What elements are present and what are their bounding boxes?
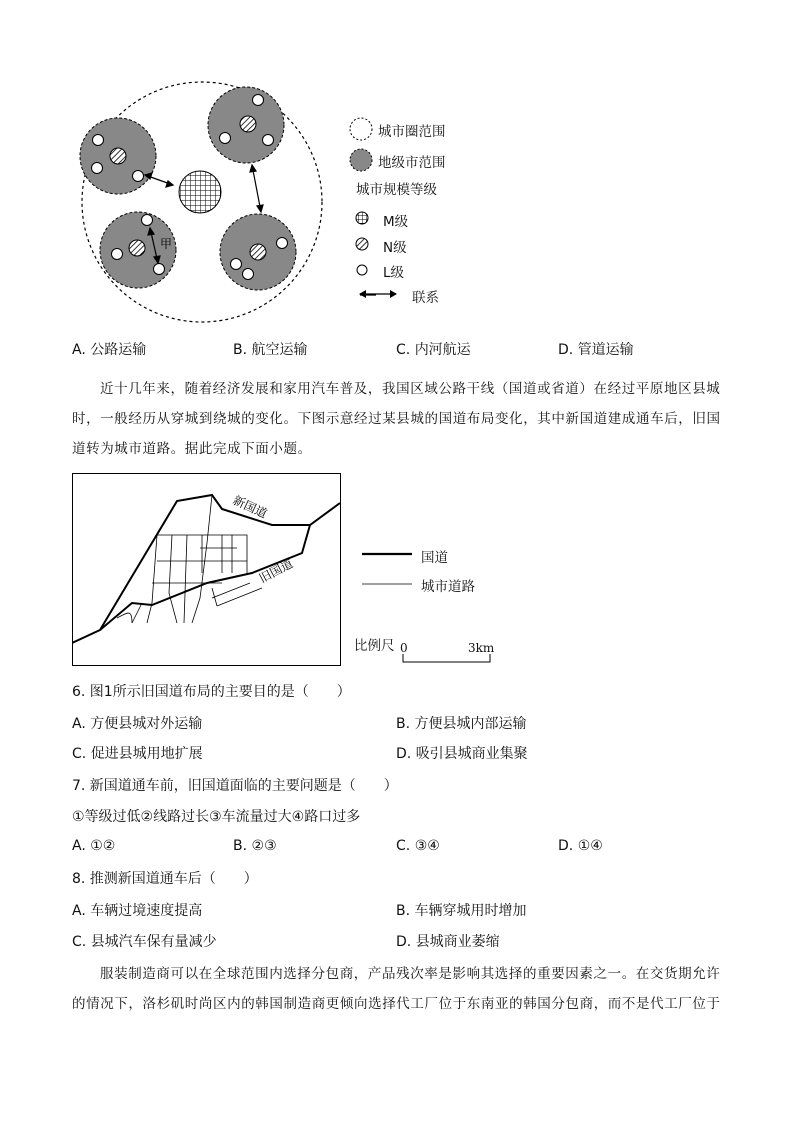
option-b[interactable]: B. 航空运输: [233, 342, 308, 358]
legend-m-symbol: [356, 212, 368, 224]
q7-stem: 7. 新国道通车前，旧国道面临的主要问题是（ ）: [72, 778, 398, 794]
passage-2: 服装制造商可以在全球范围内选择分包商，产品残次率是影响其选择的重要因素之一。在交货期允许 的情况下，洛杉矶时尚区内的韩国制造商更倾向选择代工厂位于东南亚的韩国分包商，而不是代工厂位于: [72, 966, 721, 1012]
legend-l-symbol: [357, 265, 367, 275]
q6-option-c[interactable]: C. 促进县城用地扩展: [72, 746, 203, 762]
legend-prefecture-symbol: [350, 149, 372, 171]
legend-l-level: L级: [383, 265, 405, 281]
scale-bar: [402, 654, 492, 664]
scale-label: 比例尺: [354, 638, 395, 654]
scale-end: 3km: [468, 641, 495, 655]
legend-national-road: 国道: [421, 550, 448, 566]
m-level-city: [179, 171, 221, 213]
q6-option-b[interactable]: B. 方便县城内部运输: [396, 716, 527, 732]
option-d[interactable]: D. 管道运输: [558, 342, 634, 358]
label-jia: 甲: [160, 237, 173, 251]
scale-zero: 0: [400, 641, 408, 655]
legend-city-road: 城市道路: [421, 579, 475, 595]
legend-national-road-line: [362, 550, 414, 558]
legend-n-symbol: [356, 238, 368, 250]
q8-stem: 8. 推测新国道通车后（ ）: [72, 871, 258, 887]
option-c[interactable]: C. 内河航运: [396, 342, 471, 358]
q8-option-a[interactable]: A. 车辆过境速度提高: [72, 903, 203, 919]
passage-1: 近十几年来，随着经济发展和家用汽车普及，我国区域公路干线（国道或省道）在经过平原地区县城 时，一般经历从穿城到绕城的变化。下图示意经过某县城的国道布局变化，其中新国道建成通车后，旧国 道转为城市道路。据此完成下面小题。: [72, 381, 721, 457]
q7-option-a[interactable]: A. ①②: [72, 838, 116, 854]
legend-link-arrow-icon: [358, 288, 398, 300]
county-road-map: [72, 473, 342, 667]
label-new-road: 新国道: [230, 493, 270, 521]
q8-option-d[interactable]: D. 县城商业萎缩: [396, 934, 500, 950]
legend-n-level: N级: [383, 240, 407, 256]
q6-stem: 6. 图1所示旧国道布局的主要目的是（ ）: [72, 684, 351, 700]
q7-option-c[interactable]: C. ③④: [396, 838, 440, 854]
legend-city-circle: 城市圈范围: [378, 124, 446, 140]
q8-option-b[interactable]: B. 车辆穿城用时增加: [396, 903, 527, 919]
legend-m-level: M级: [383, 214, 409, 230]
q7-option-b[interactable]: B. ②③: [233, 838, 277, 854]
city-circle-diagram: [60, 80, 460, 330]
q6-option-d[interactable]: D. 吸引县城商业集聚: [396, 746, 528, 762]
option-a[interactable]: A. 公路运输: [72, 342, 147, 358]
q6-option-a[interactable]: A. 方便县城对外运输: [72, 716, 203, 732]
legend-city-circle-symbol: [350, 118, 372, 140]
legend-link: 联系: [412, 290, 439, 306]
legend-prefecture: 地级市范围: [378, 155, 446, 171]
legend-symbols: [346, 115, 376, 305]
q8-option-c[interactable]: C. 县城汽车保有量减少: [72, 934, 217, 950]
q7-option-d[interactable]: D. ①④: [558, 838, 603, 854]
label-old-road: 旧国道: [256, 556, 296, 586]
legend-city-road-line: [362, 580, 414, 588]
q7-items: ①等级过低②线路过长③车流量过大④路口过多: [72, 809, 361, 825]
legend-scale-heading: 城市规模等级: [356, 182, 437, 198]
